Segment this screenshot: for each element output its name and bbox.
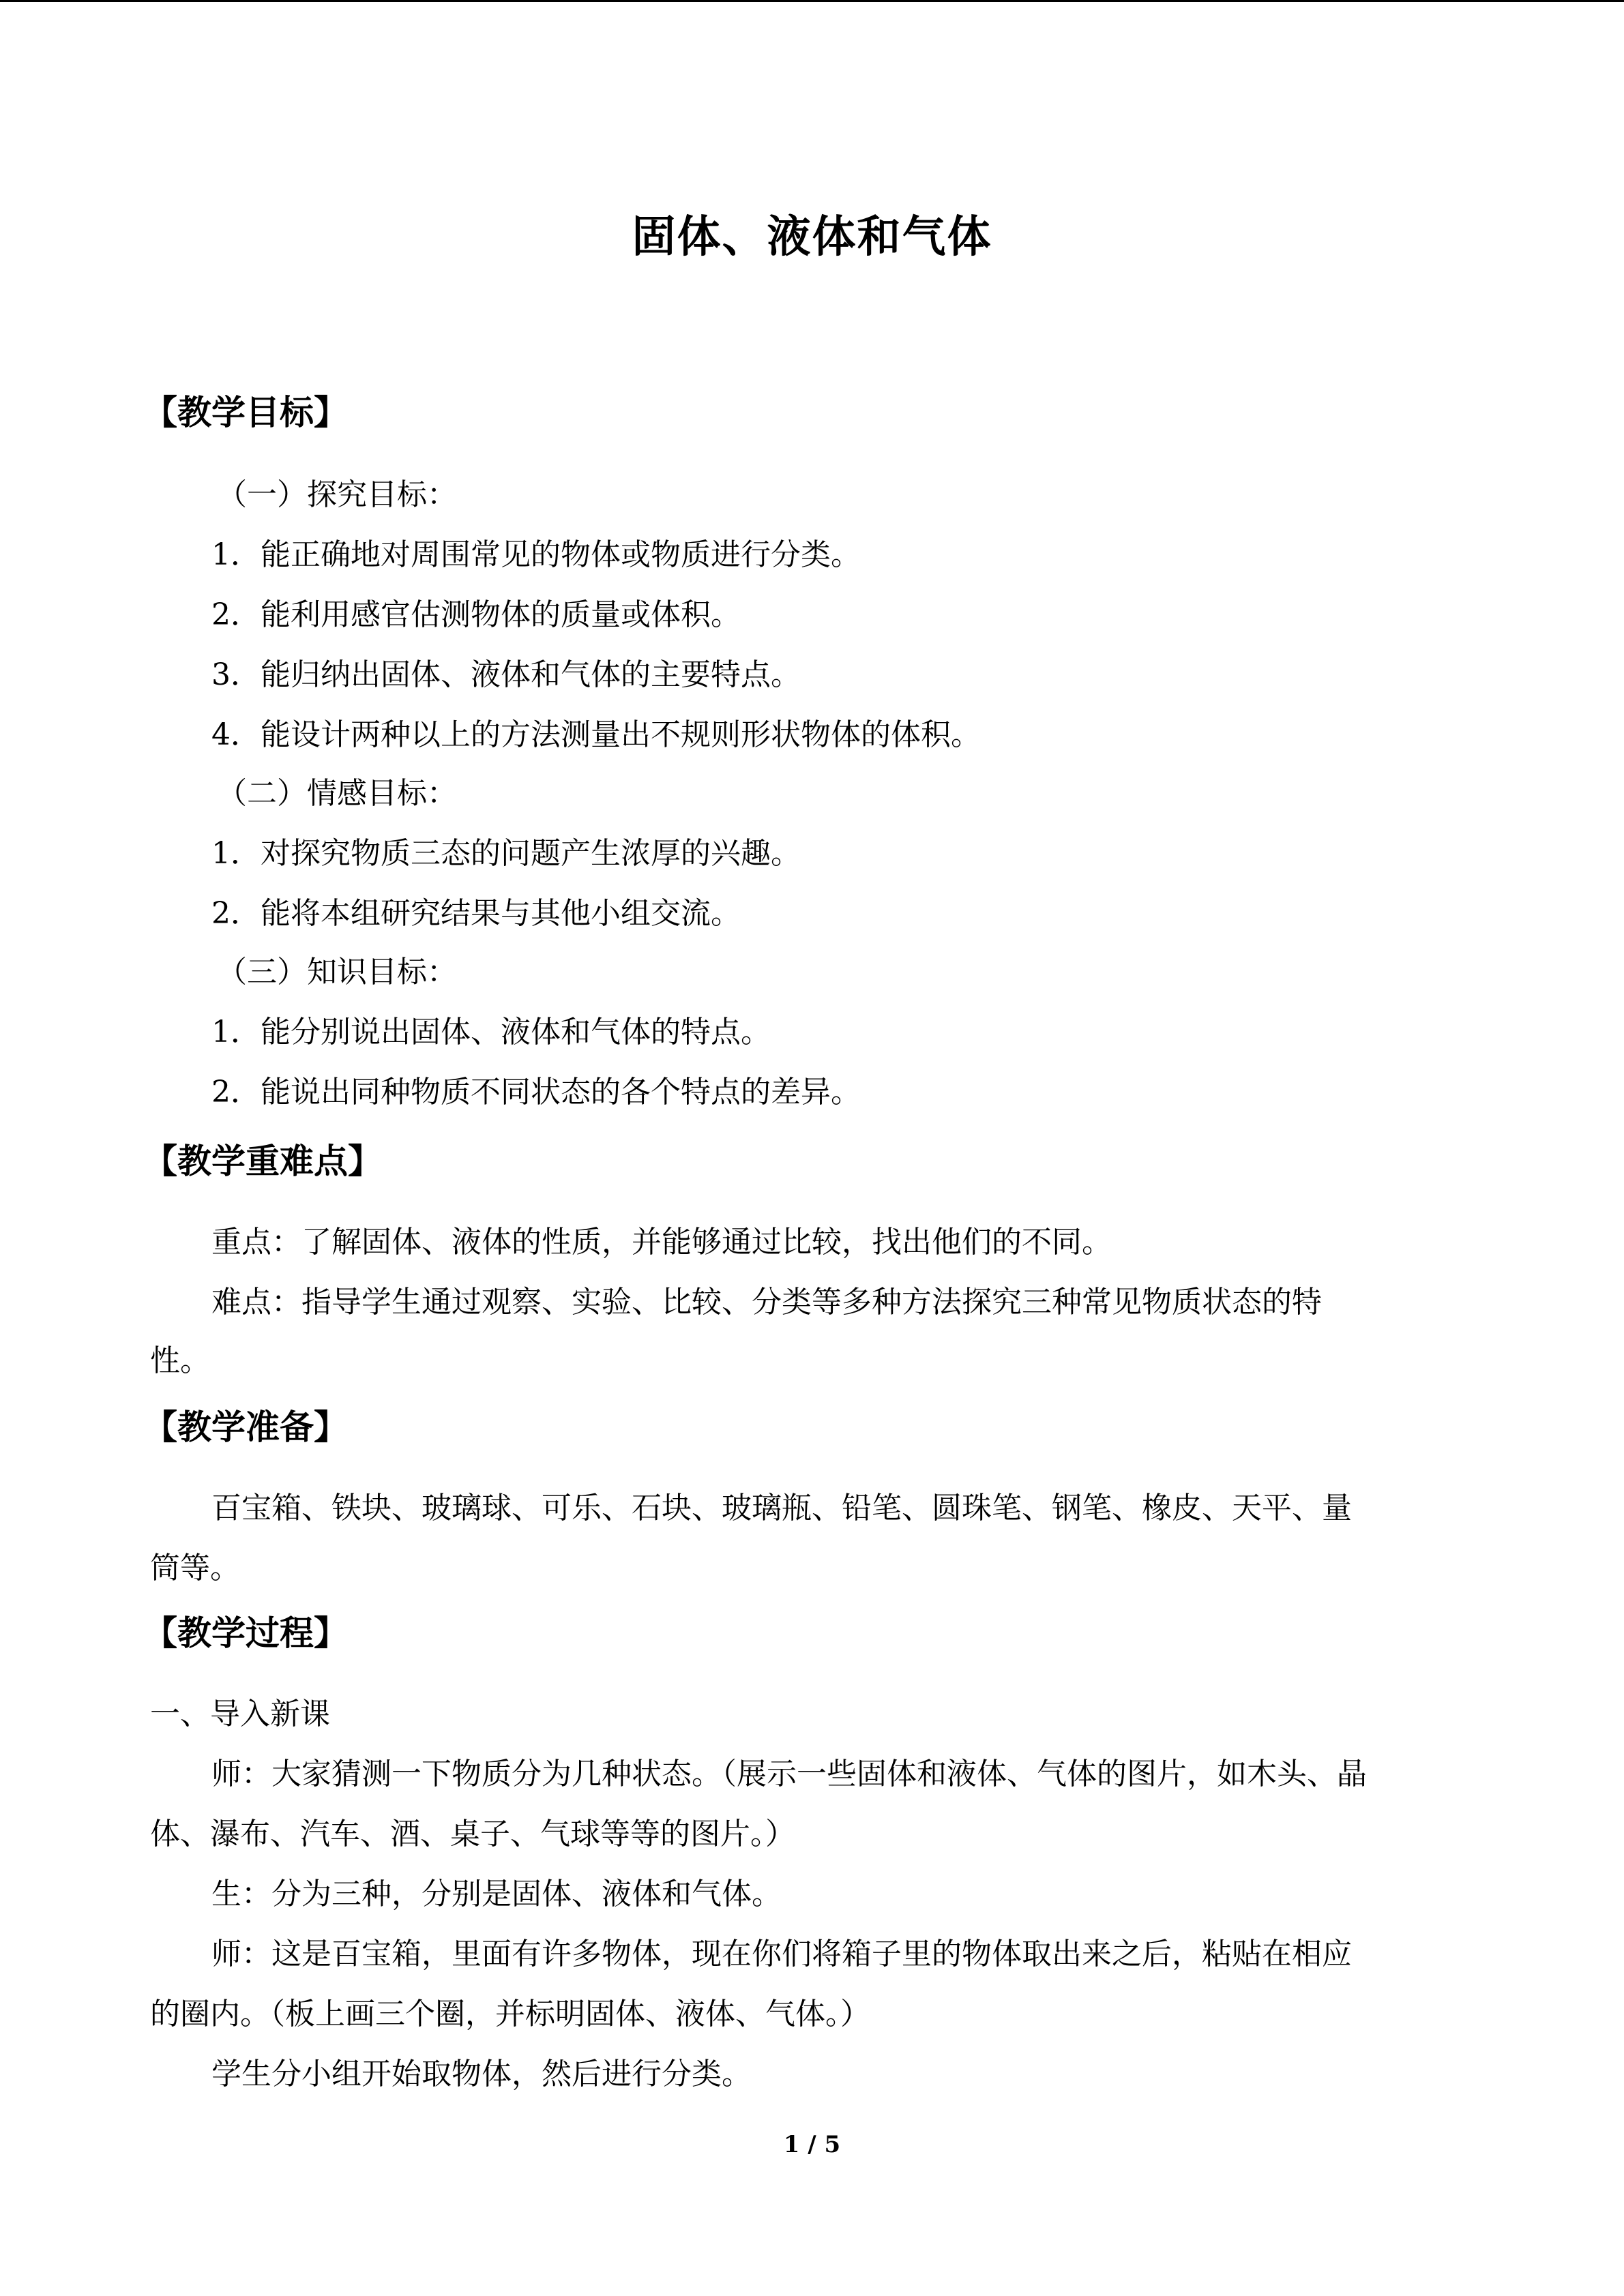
objectives-sub1: （一）探究目标： <box>217 477 457 512</box>
preparation-line1: 百宝箱、铁块、玻璃球、可乐、石块、玻璃瓶、铅笔、圆珠笔、钢笔、橡皮、天平、量 <box>211 1491 1352 1525</box>
document-title: 固体、液体和气体 <box>632 212 992 263</box>
process-paragraph-4: 学生分小组开始取物体，然后进行分类。 <box>211 2057 752 2091</box>
objectives-sub3: （三）知识目标： <box>217 955 457 989</box>
preparation-heading: 【教学准备】 <box>143 1407 348 1447</box>
objectives-sub3-item-2: 2．能说出同种物质不同状态的各个特点的差异。 <box>211 1075 861 1109</box>
objectives-sub1-item-4: 4．能设计两种以上的方法测量出不规则形状物体的体积。 <box>211 717 981 752</box>
process-paragraph-1-line2: 体、瀑布、汽车、酒、桌子、气球等等的图片。） <box>150 1817 795 1851</box>
process-paragraph-1-line1: 师：大家猜测一下物质分为几种状态。（展示一些固体和液体、气体的图片，如木头、晶 <box>211 1757 1367 1791</box>
objectives-sub1-item-1: 1．能正确地对周围常见的物体或物质进行分类。 <box>211 537 861 572</box>
objectives-sub2-item-2: 2．能将本组研究结果与其他小组交流。 <box>211 896 741 931</box>
objectives-sub2: （二）情感目标： <box>217 776 457 811</box>
process-heading: 【教学过程】 <box>143 1613 348 1653</box>
page-indicator: 1 / 5 <box>783 2131 841 2158</box>
process-paragraph-3-line2: 的圈内。（板上画三个圈，并标明固体、液体、气体。） <box>150 1997 870 2031</box>
preparation-line2: 筒等。 <box>150 1551 240 1585</box>
objectives-sub2-item-1: 1．对探究物质三态的问题产生浓厚的兴趣。 <box>211 836 801 871</box>
process-part1-title: 一、导入新课 <box>150 1697 330 1731</box>
objectives-heading: 【教学目标】 <box>143 393 348 432</box>
objectives-sub1-item-2: 2．能利用感官估测物体的质量或体积。 <box>211 597 741 632</box>
key-points-difficulty-line2: 性。 <box>150 1343 210 1378</box>
key-points-focus: 重点：了解固体、液体的性质，并能够通过比较，找出他们的不同。 <box>211 1225 1112 1259</box>
objectives-sub3-item-1: 1．能分别说出固体、液体和气体的特点。 <box>211 1015 771 1049</box>
key-points-heading: 【教学重难点】 <box>143 1142 382 1181</box>
key-points-difficulty-line1: 难点：指导学生通过观察、实验、比较、分类等多种方法探究三种常见物质状态的特 <box>211 1285 1322 1320</box>
objectives-sub1-item-3: 3．能归纳出固体、液体和气体的主要特点。 <box>211 657 801 692</box>
process-paragraph-3-line1: 师：这是百宝箱，里面有许多物体，现在你们将箱子里的物体取出来之后，粘贴在相应 <box>211 1937 1352 1971</box>
process-paragraph-2: 生：分为三种，分别是固体、液体和气体。 <box>211 1877 782 1911</box>
